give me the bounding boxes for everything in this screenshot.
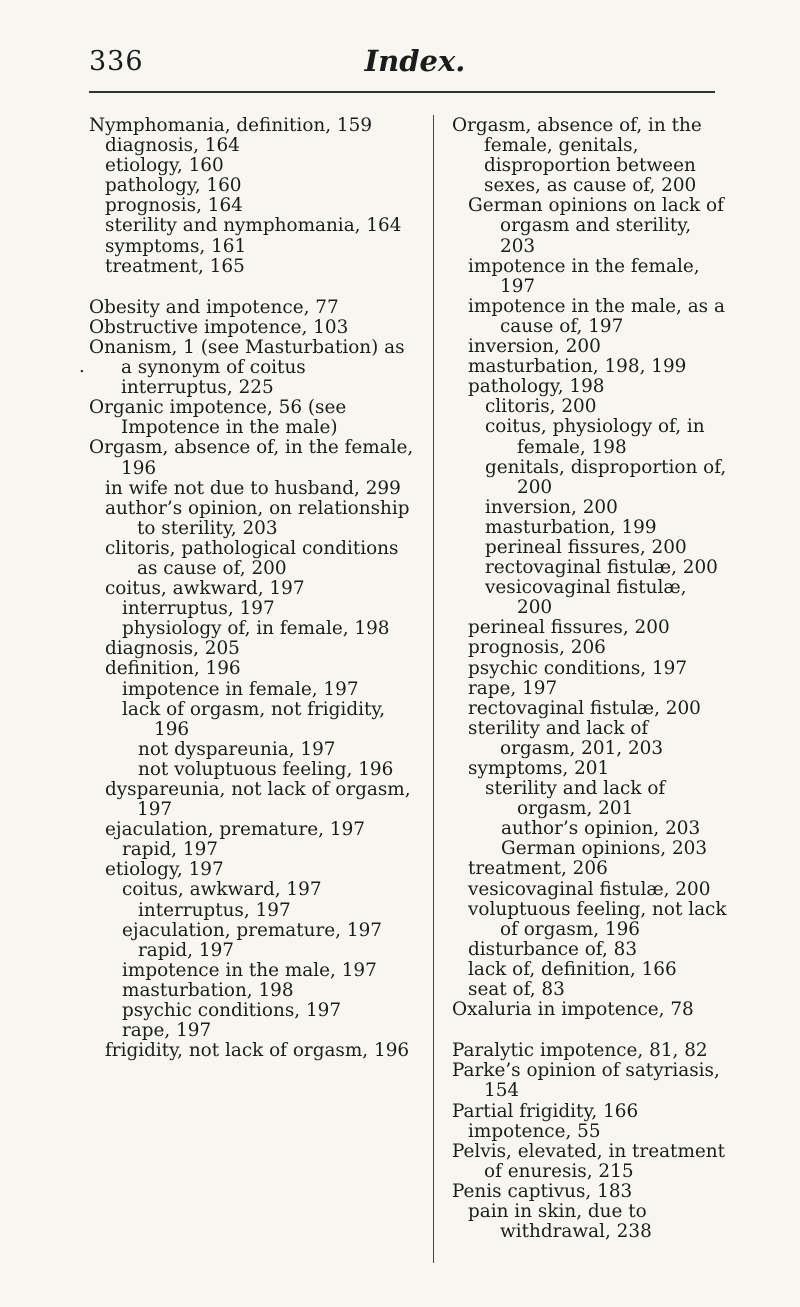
index-entry: Partial frigidity, 166 <box>452 1100 639 1122</box>
index-entry: masturbation, 198 <box>122 979 294 1001</box>
index-entry: masturbation, 199 <box>485 516 657 538</box>
index-entry: rectovaginal fistulæ, 200 <box>468 697 701 719</box>
index-entry: impotence in female, 197 <box>122 678 359 700</box>
index-entry: interruptus, 197 <box>122 598 275 620</box>
index-entry: vesicovaginal fistulæ, 200 <box>485 577 687 619</box>
index-entry: disturbance of, 83 <box>468 938 638 960</box>
index-entry: pain in skin, due to withdrawal, 238 <box>468 1200 652 1243</box>
index-entry: prognosis, 164 <box>105 195 243 217</box>
index-entry: Obstructive impotence, 103 <box>89 316 349 338</box>
column-divider <box>433 115 434 1263</box>
index-entry: interruptus, 197 <box>138 899 291 921</box>
index-entry: frigidity, not lack of orgasm, 196 <box>105 1040 410 1062</box>
index-entry: Onanism, 1 (see Masturbation) as a synonym of coitus interruptus, 225 <box>89 336 405 399</box>
index-entry: impotence in the male, 197 <box>122 959 377 981</box>
index-entry: Organic impotence, 56 (see Impotence in the male) <box>89 397 347 439</box>
index-entry: author’s opinion, 203 <box>501 818 701 840</box>
index-entry: not dyspareunia, 197 <box>138 738 336 760</box>
index-entry: Nymphomania, definition, 159 <box>89 115 373 136</box>
index-entry: pathology, 198 <box>468 376 605 398</box>
index-entry: coitus, awkward, 197 <box>105 578 305 600</box>
index-column-right <box>452 116 727 1242</box>
index-entry: Orgasm, absence of, in the female, 196 <box>89 437 414 479</box>
index-entry: diagnosis, 164 <box>105 135 240 157</box>
index-entry: treatment, 206 <box>468 858 608 880</box>
page-number: 336 <box>89 46 144 77</box>
index-entry: vesicovaginal fistulæ, 200 <box>468 878 711 900</box>
index-entry: coitus, awkward, 197 <box>122 879 322 901</box>
index-entry: pathology, 160 <box>105 175 242 197</box>
index-entry: rape, 197 <box>468 677 558 699</box>
index-entry: ejaculation, premature, 197 <box>105 819 365 841</box>
index-entry: treatment, 165 <box>105 255 245 277</box>
index-entry: impotence in the female, 197 <box>468 255 700 297</box>
index-entry: masturbation, 198, 199 <box>468 356 687 378</box>
index-entry: symptoms, 161 <box>105 235 247 257</box>
index-entry: ejaculation, premature, 197 <box>122 919 382 941</box>
index-entry: Obesity and impotence, 77 <box>89 296 339 318</box>
index-entry: Parke’s opinion of satyriasis, 154 <box>452 1060 720 1102</box>
index-entry: not voluptuous feeling, 196 <box>138 758 394 780</box>
index-entry: dyspareunia, not lack of orgasm, 197 <box>105 779 411 821</box>
index-entry: inversion, 200 <box>468 336 601 358</box>
index-entry: rape, 197 <box>122 1020 212 1042</box>
index-entry: genitals, disproportion of, 200 <box>485 456 727 498</box>
index-entry: coitus, physiology of, in female, 198 <box>485 416 705 458</box>
index-column-left <box>89 116 421 1061</box>
index-entry: in wife not due to husband, 299 <box>105 477 401 499</box>
index-entry: symptoms, 201 <box>468 758 610 779</box>
index-entry: lack of, definition, 166 <box>468 958 677 980</box>
index-entry: perineal fissures, 200 <box>485 536 687 558</box>
index-entry: perineal fissures, 200 <box>468 617 670 639</box>
page-title: Index. <box>364 44 466 78</box>
index-entry: Orgasm, absence of, in the female, genitals, disproportion between sexes, as cause of, 200 <box>452 115 702 197</box>
index-entry: etiology, 160 <box>105 155 224 177</box>
index-entry: Pelvis, elevated, in treatment of enuresis, 215 <box>452 1140 726 1182</box>
index-entry: inversion, 200 <box>485 496 618 518</box>
index-entry: rectovaginal fistulæ, 200 <box>485 557 718 579</box>
index-entry: clitoris, pathological conditions as cause of, 200 <box>105 537 399 579</box>
index-entry: prognosis, 206 <box>468 637 606 659</box>
index-entry: Paralytic impotence, 81, 82 <box>452 1040 708 1062</box>
index-entry: psychic conditions, 197 <box>468 657 688 679</box>
index-entry: clitoris, 200 <box>485 396 597 418</box>
index-entry: physiology of, in female, 198 <box>122 618 390 640</box>
index-entry: author’s opinion, on relationship to sterility, 203 <box>105 497 410 539</box>
margin-mark: . <box>79 356 85 377</box>
index-entry: voluptuous feeling, not lack of orgasm, 196 <box>468 898 727 940</box>
index-entry: impotence in the male, as a cause of, 197 <box>468 295 725 337</box>
index-entry: lack of orgasm, not frigidity, 196 <box>122 698 386 740</box>
index-entry: psychic conditions, 197 <box>122 1000 342 1022</box>
index-entry: German opinions, 203 <box>501 838 708 860</box>
index-entry: sterility and lack of orgasm, 201 <box>485 778 666 820</box>
index-entry: rapid, 197 <box>122 839 218 861</box>
index-entry: German opinions on lack of orgasm and sterility, 203 <box>468 195 724 257</box>
index-entry: definition, 196 <box>105 658 241 680</box>
index-entry: Penis captivus, 183 <box>452 1180 633 1202</box>
index-entry: sterility and lack of orgasm, 201, 203 <box>468 717 664 759</box>
header-rule <box>89 91 715 93</box>
index-entry: diagnosis, 205 <box>105 638 240 660</box>
index-entry: Oxaluria in impotence, 78 <box>452 999 694 1021</box>
index-entry: etiology, 197 <box>105 859 224 881</box>
index-entry: impotence, 55 <box>468 1120 601 1142</box>
index-entry: seat of, 83 <box>468 979 565 1001</box>
index-entry: rapid, 197 <box>138 939 234 961</box>
index-entry: sterility and nymphomania, 164 <box>105 215 402 237</box>
